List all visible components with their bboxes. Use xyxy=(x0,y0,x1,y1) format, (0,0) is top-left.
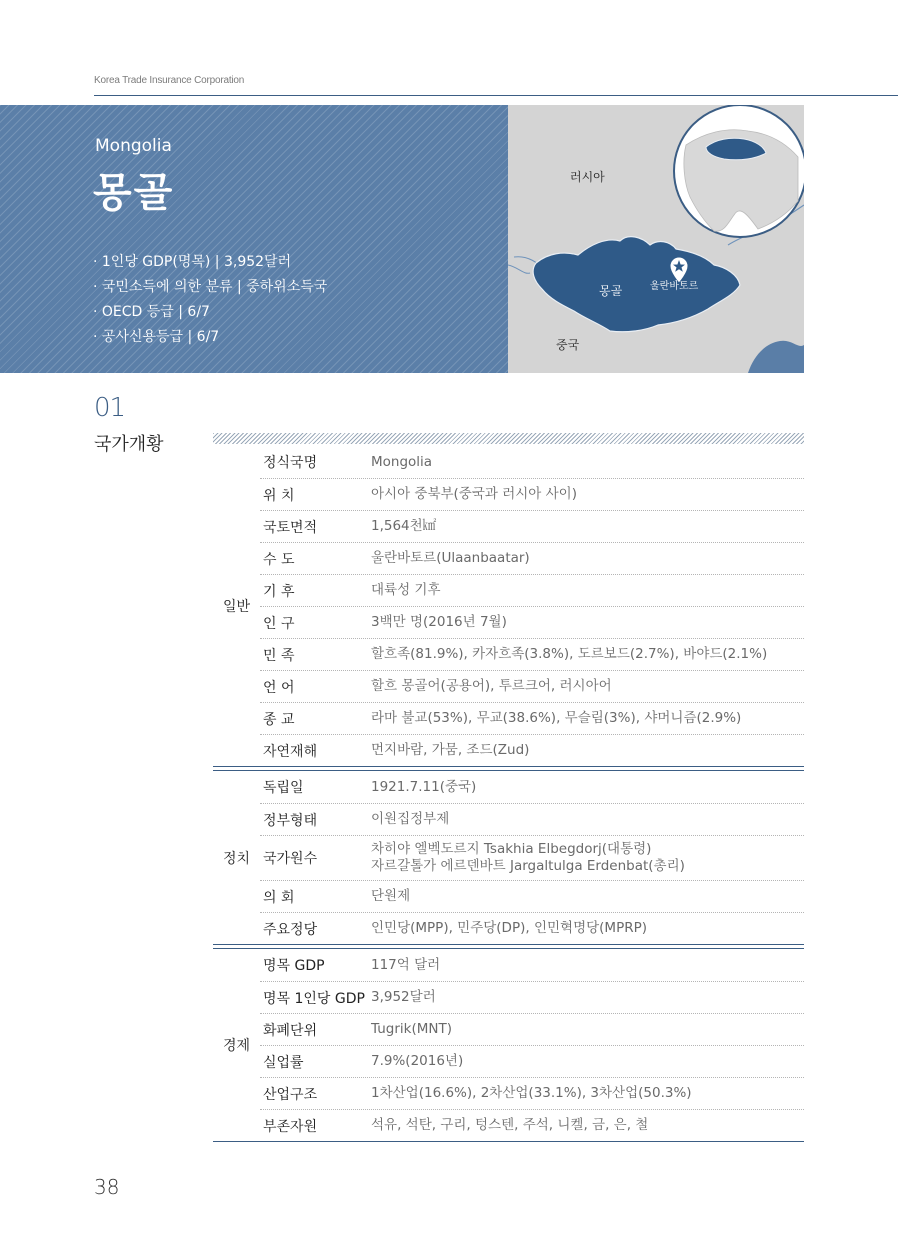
fact-ksure-rating: · 공사신용등급 | 6/7 xyxy=(93,329,220,345)
group-economy xyxy=(213,948,804,1142)
row-label: 부존자원 xyxy=(263,1118,318,1135)
row-value: 3백만 명(2016년 7월) xyxy=(371,614,507,630)
location-map xyxy=(508,105,804,373)
table-row xyxy=(260,702,804,734)
row-label: 산업구조 xyxy=(263,1086,318,1103)
row-value: 1921.7.11(중국) xyxy=(371,778,477,795)
row-value: Tugrik(MNT) xyxy=(371,1021,452,1037)
row-label: 명목 GDP xyxy=(263,958,325,974)
table-row xyxy=(260,1109,804,1141)
table-row xyxy=(260,771,804,803)
prime-minister-line: 자르갈톨가 에르덴바트 Jargaltulga Erdenbat(총리) xyxy=(371,858,685,874)
group-general xyxy=(213,446,804,767)
row-label: 민 족 xyxy=(263,647,295,664)
table-row xyxy=(260,446,804,478)
row-value: 이원집정부제 xyxy=(371,811,450,827)
row-value: 인민당(MPP), 민주당(DP), 인민혁명당(MPRP) xyxy=(371,920,647,936)
country-banner xyxy=(0,105,508,373)
key-facts-list xyxy=(93,250,327,350)
table-row xyxy=(260,803,804,835)
table-row xyxy=(260,949,804,981)
row-value: 석유, 석탄, 구리, 텅스텐, 주석, 니켈, 금, 은, 철 xyxy=(371,1117,649,1133)
row-label: 자연재해 xyxy=(263,743,318,760)
section-hatch-rule xyxy=(213,433,804,444)
row-value: 1차산업(16.6%), 2차산업(33.1%), 3차산업(50.3%) xyxy=(371,1085,692,1101)
country-name-en: Mongolia xyxy=(95,136,172,156)
organization-header: Korea Trade Insurance Corporation xyxy=(94,75,245,86)
row-label: 수 도 xyxy=(263,551,295,568)
section-number: 01 xyxy=(94,393,126,423)
group-politics xyxy=(213,770,804,945)
table-row xyxy=(260,542,804,574)
row-value: 단원제 xyxy=(371,888,411,904)
table-row xyxy=(260,1013,804,1045)
row-label: 위 치 xyxy=(263,487,295,504)
map-label-russia: 러시아 xyxy=(570,170,605,184)
row-value: 117억 달러 xyxy=(371,956,441,973)
table-row xyxy=(260,574,804,606)
header-rule xyxy=(94,95,898,96)
row-label: 실업률 xyxy=(263,1054,304,1071)
row-value: 라마 불교(53%), 무교(38.6%), 무슬림(3%), 샤머니즘(2.9%) xyxy=(371,710,742,726)
mongolia-shape xyxy=(533,237,740,332)
row-label: 정부형태 xyxy=(263,812,318,829)
table-row xyxy=(260,478,804,510)
table-row xyxy=(260,510,804,542)
row-label: 화폐단위 xyxy=(263,1022,318,1039)
row-value: 3,952달러 xyxy=(371,989,436,1005)
row-label: 종 교 xyxy=(263,711,295,728)
fact-oecd-grade: · OECD 등급 | 6/7 xyxy=(93,304,210,320)
fact-income-class: · 국민소득에 의한 분류 | 중하위소득국 xyxy=(93,279,328,295)
row-label: 기 후 xyxy=(263,583,295,600)
river-line-west xyxy=(508,265,530,273)
row-value xyxy=(371,841,804,875)
row-label: 국가원수 xyxy=(263,851,318,867)
row-label: 주요정당 xyxy=(263,921,318,938)
group-label-politics: 정치 xyxy=(222,850,251,867)
row-value: 먼지바람, 가뭄, 조드(Zud) xyxy=(371,742,530,758)
map-label-mongolia: 몽골 xyxy=(599,284,623,298)
map-label-capital: 울란바토르 xyxy=(650,281,699,292)
table-row xyxy=(260,1077,804,1109)
page-number: 38 xyxy=(94,1175,120,1199)
globe-inset xyxy=(674,105,804,237)
row-label: 언 어 xyxy=(263,679,295,696)
group-label-general: 일반 xyxy=(222,599,251,615)
table-row xyxy=(260,880,804,912)
row-value: 할흐족(81.9%), 카자흐족(3.8%), 도르보드(2.7%), 바야드(2.1%) xyxy=(371,646,768,662)
table-row xyxy=(260,734,804,766)
head-of-state-line: 차히야 엘벡도르지 Tsakhia Elbegdorj(대통령) xyxy=(371,841,652,857)
row-label: 국토면적 xyxy=(263,519,318,536)
row-label: 독립일 xyxy=(263,780,304,796)
table-row xyxy=(260,606,804,638)
row-value: 7.9%(2016년) xyxy=(371,1053,464,1069)
section-title: 국가개황 xyxy=(94,434,164,455)
row-value: 울란바토르(Ulaanbaatar) xyxy=(371,550,530,566)
row-label: 정식국명 xyxy=(263,455,318,471)
sea-shape xyxy=(748,341,804,373)
row-label: 명목 1인당 GDP xyxy=(263,990,365,1007)
country-name-kr: 몽골 xyxy=(93,170,175,216)
row-value: 할흐 몽골어(공용어), 투르크어, 러시아어 xyxy=(371,678,612,694)
table-row xyxy=(260,1045,804,1077)
table-row xyxy=(260,912,804,944)
row-value: 1,564천㎢ xyxy=(371,518,437,534)
row-label: 의 회 xyxy=(263,889,295,906)
fact-gdp-per-capita: · 1인당 GDP(명목) | 3,952달러 xyxy=(93,254,292,270)
table-row xyxy=(260,835,804,880)
table-row xyxy=(260,981,804,1013)
map-label-china: 중국 xyxy=(556,338,580,352)
table-row xyxy=(260,670,804,702)
row-value: Mongolia xyxy=(371,453,433,470)
country-overview-table xyxy=(213,446,804,1142)
row-label: 인 구 xyxy=(263,615,295,632)
table-row xyxy=(260,638,804,670)
row-value: 아시아 중북부(중국과 러시아 사이) xyxy=(371,486,577,502)
map-svg xyxy=(508,105,804,373)
row-value: 대륙성 기후 xyxy=(371,582,441,598)
group-label-economy: 경제 xyxy=(222,1038,251,1054)
